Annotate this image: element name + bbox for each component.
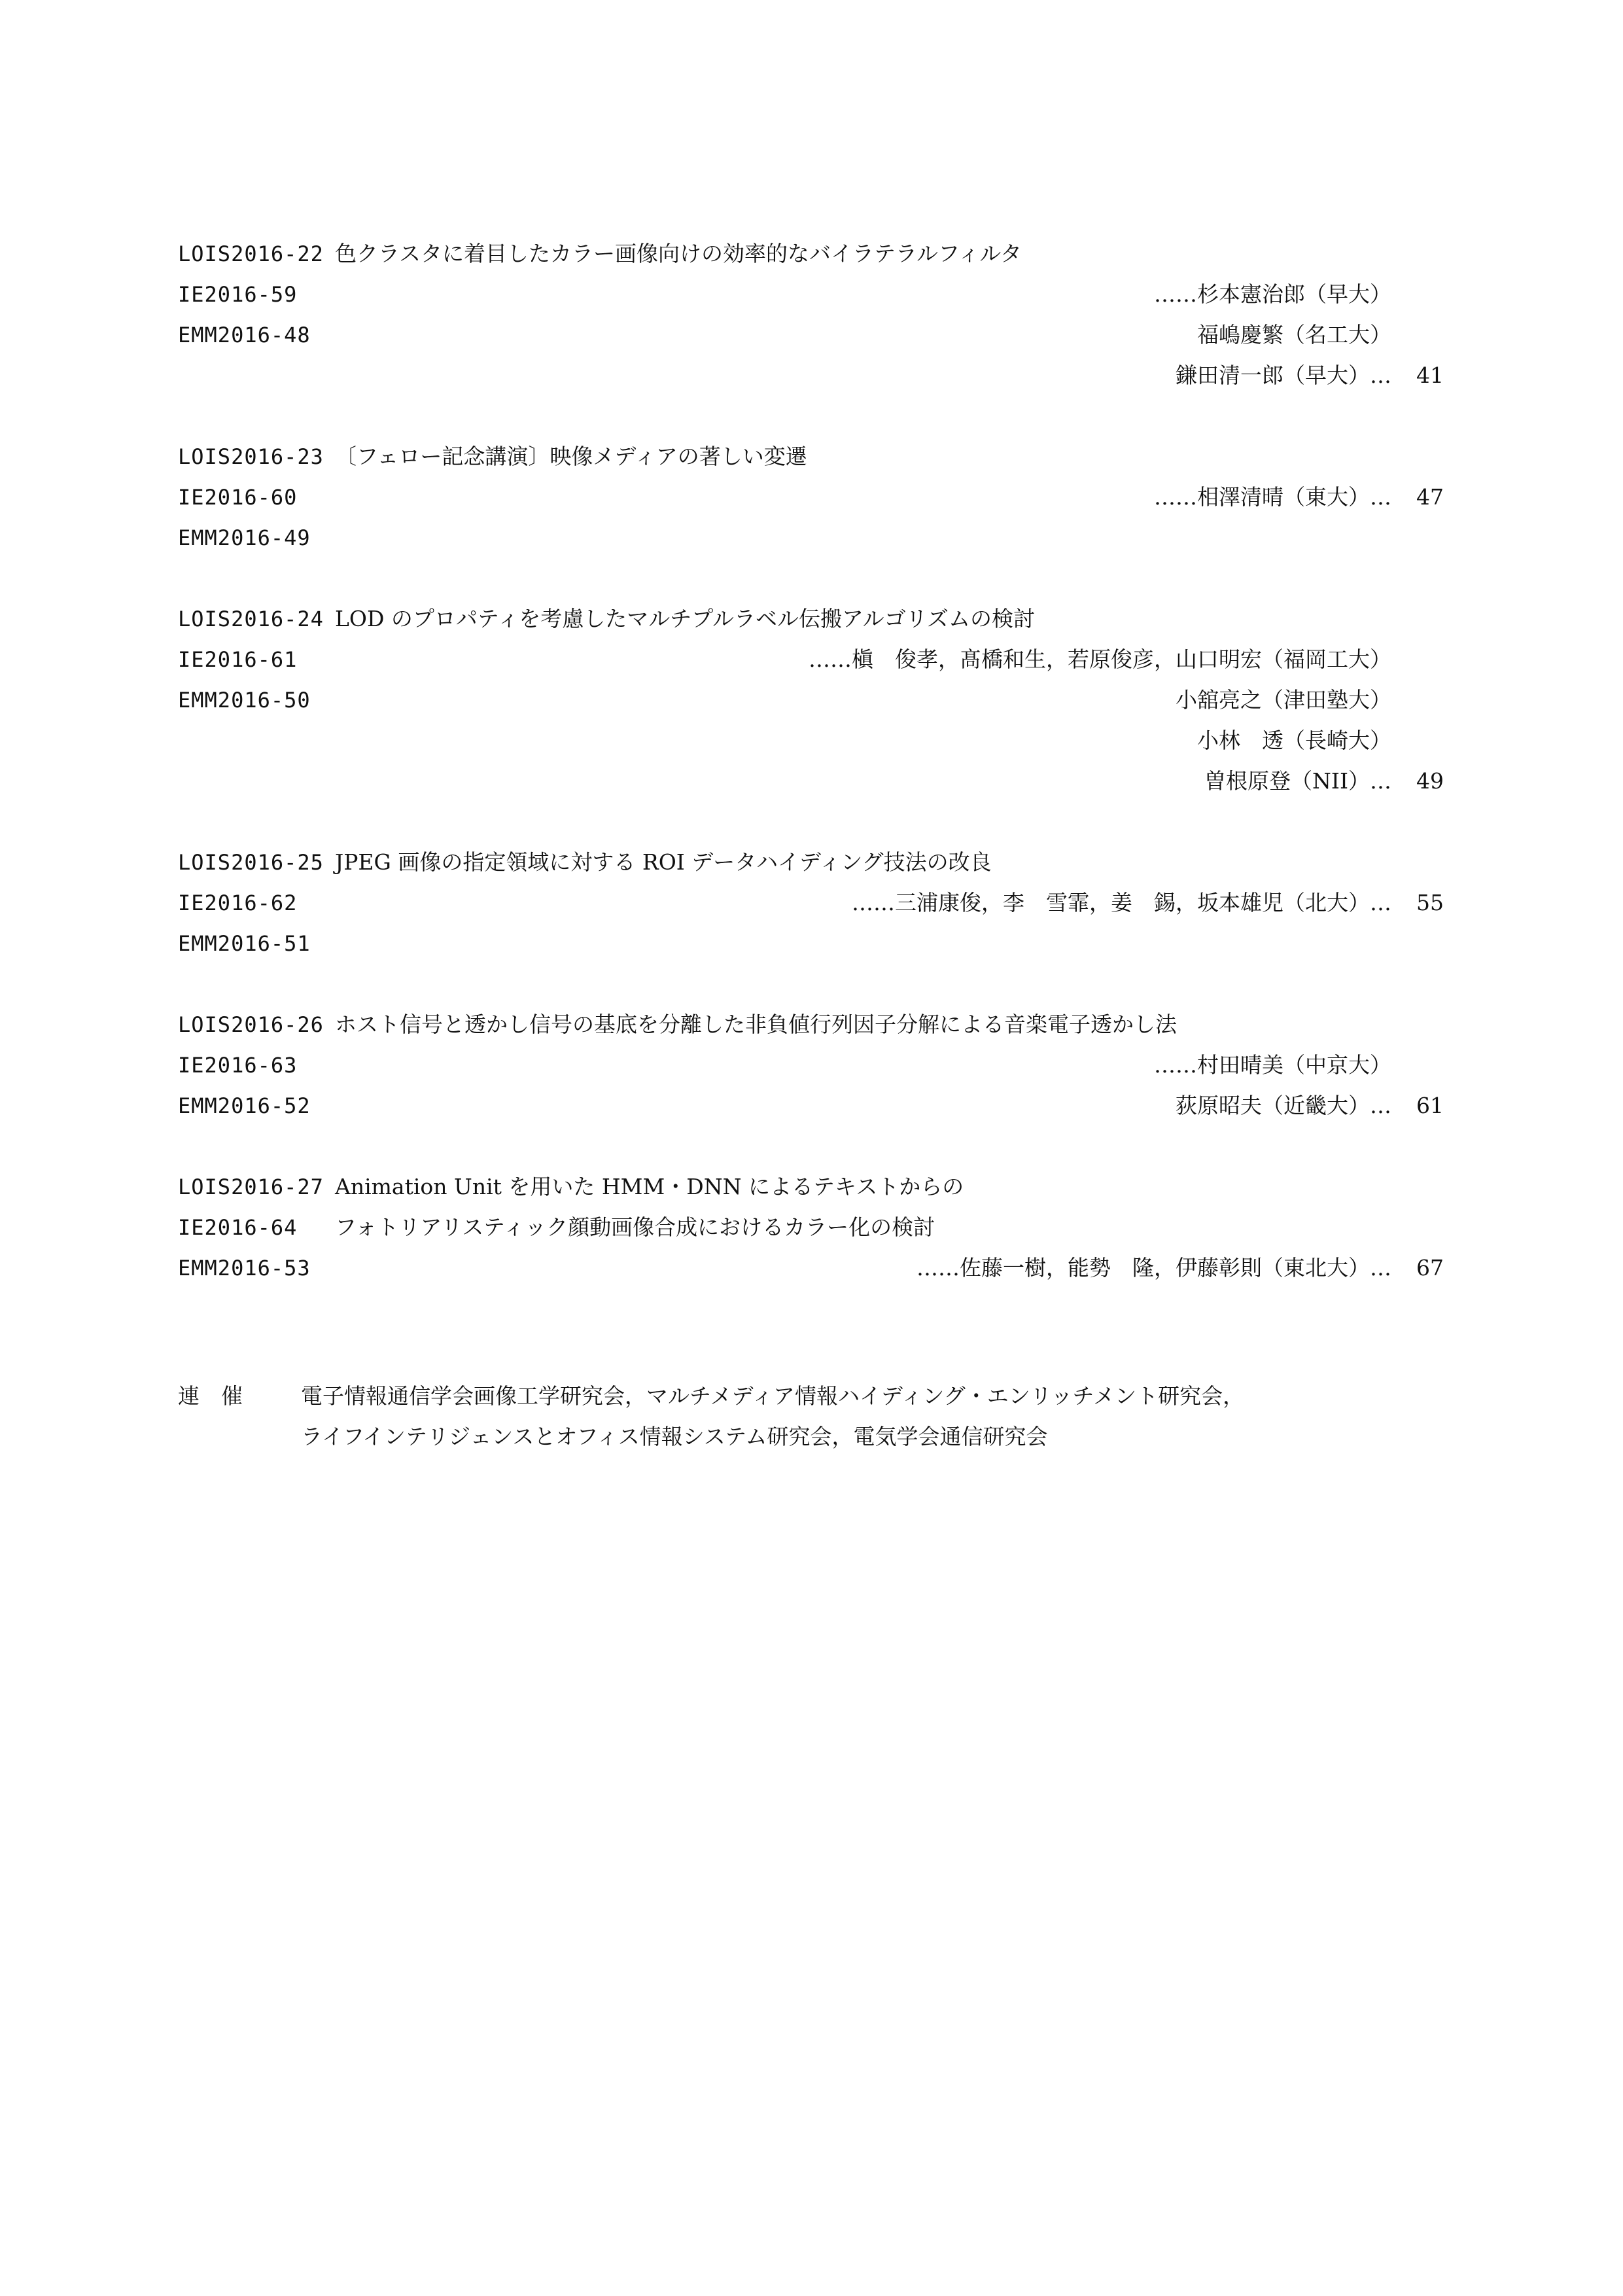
paper-authors: 小林 透（長崎大）	[1197, 728, 1391, 753]
toc-line	[178, 923, 1444, 964]
paper-code: EMM2016-48	[178, 323, 311, 347]
toc-line	[178, 680, 1444, 720]
toc-line	[178, 883, 1444, 923]
page-number: 55	[1416, 890, 1444, 915]
paper-authors: 小舘亮之（津田塾大）	[1176, 687, 1391, 713]
paper-code: EMM2016-51	[178, 931, 311, 956]
toc-entry	[178, 842, 1444, 964]
paper-code: LOIS2016-26	[178, 1012, 324, 1037]
paper-code: LOIS2016-22	[178, 241, 324, 266]
toc-line	[178, 274, 1444, 315]
paper-authors: 曽根原登（NII）…	[1204, 768, 1391, 794]
table-of-contents	[178, 234, 1444, 1329]
paper-code: EMM2016-50	[178, 688, 311, 713]
toc-line	[178, 355, 1444, 396]
paper-code: EMM2016-53	[178, 1256, 311, 1280]
paper-code: IE2016-60	[178, 485, 298, 510]
paper-authors: ……三浦康俊，李 雪霏，姜 錫，坂本雄児（北大）…	[852, 890, 1391, 915]
toc-line	[178, 1248, 1444, 1288]
paper-title: 色クラスタに着目したカラー画像向けの効率的なバイラテラルフィルタ	[335, 241, 1022, 266]
paper-authors: ……村田晴美（中京大）	[1154, 1052, 1391, 1078]
paper-title: JPEG 画像の指定領域に対する ROI データハイディング技法の改良	[335, 849, 992, 875]
page-number: 47	[1416, 484, 1444, 510]
toc-entry	[178, 1004, 1444, 1126]
toc-line	[178, 1086, 1444, 1126]
toc-entry	[178, 234, 1444, 396]
toc-line	[178, 234, 1444, 274]
co-sponsors	[178, 1376, 1444, 1457]
toc-line	[178, 436, 1444, 477]
toc-line	[178, 1045, 1444, 1086]
paper-code: IE2016-62	[178, 891, 298, 915]
paper-code: IE2016-63	[178, 1053, 298, 1078]
paper-authors: ……佐藤一樹，能勢 隆，伊藤彰則（東北大）…	[916, 1255, 1391, 1280]
paper-title: 〔フェロー記念講演〕映像メディアの著しい変遷	[335, 444, 807, 469]
paper-code: LOIS2016-27	[178, 1174, 324, 1199]
co-sponsor-line: 電子情報通信学会画像工学研究会，マルチメディア情報ハイディング・エンリッチメント研究会，	[301, 1383, 1245, 1409]
paper-authors: 荻原昭夫（近畿大）…	[1176, 1093, 1391, 1118]
co-sponsor-line: ライフインテリジェンスとオフィス情報システム研究会，電気学会通信研究会	[301, 1424, 1048, 1449]
page-number: 41	[1416, 362, 1444, 388]
page-number: 49	[1416, 768, 1444, 794]
paper-authors: 福嶋慶繁（名工大）	[1197, 322, 1391, 347]
paper-code: LOIS2016-24	[178, 607, 324, 631]
paper-title: フォトリアリスティック顔動画像合成におけるカラー化の検討	[335, 1214, 935, 1240]
paper-authors: ……相澤清晴（東大）…	[1154, 484, 1391, 510]
paper-code: EMM2016-49	[178, 525, 311, 550]
paper-code: IE2016-61	[178, 647, 298, 672]
page-number: 67	[1416, 1255, 1444, 1280]
toc-line	[178, 1167, 1444, 1207]
toc-line	[178, 1207, 1444, 1248]
toc-line	[178, 518, 1444, 558]
paper-code: LOIS2016-25	[178, 850, 324, 875]
toc-entry	[178, 599, 1444, 802]
toc-entry	[178, 436, 1444, 558]
paper-title: Animation Unit を用いた HMM・DNN によるテキストからの	[335, 1174, 964, 1199]
page-number: 61	[1416, 1093, 1444, 1118]
paper-code: EMM2016-52	[178, 1093, 311, 1118]
toc-entry	[178, 1167, 1444, 1288]
toc-line	[178, 315, 1444, 355]
co-sponsor-label: 連 催	[178, 1383, 243, 1409]
toc-line	[178, 761, 1444, 802]
toc-line	[178, 599, 1444, 639]
toc-line	[178, 720, 1444, 761]
paper-title: ホスト信号と透かし信号の基底を分離した非負値行列因子分解による音楽電子透かし法	[335, 1012, 1177, 1037]
paper-code: LOIS2016-23	[178, 444, 324, 469]
toc-line	[178, 477, 1444, 518]
toc-line	[178, 1004, 1444, 1045]
paper-code: IE2016-64	[178, 1215, 298, 1240]
paper-authors: ……槇 俊孝，髙橋和生，若原俊彦，山口明宏（福岡工大）	[809, 646, 1391, 672]
paper-authors: 鎌田清一郎（早大）…	[1176, 362, 1391, 388]
toc-line	[178, 842, 1444, 883]
co-sponsor-indent	[178, 1417, 301, 1457]
toc-line	[178, 639, 1444, 680]
paper-code: IE2016-59	[178, 282, 298, 307]
paper-title: LOD のプロパティを考慮したマルチプルラベル伝搬アルゴリズムの検討	[335, 606, 1035, 631]
paper-authors: ……杉本憲治郎（早大）	[1154, 281, 1391, 307]
